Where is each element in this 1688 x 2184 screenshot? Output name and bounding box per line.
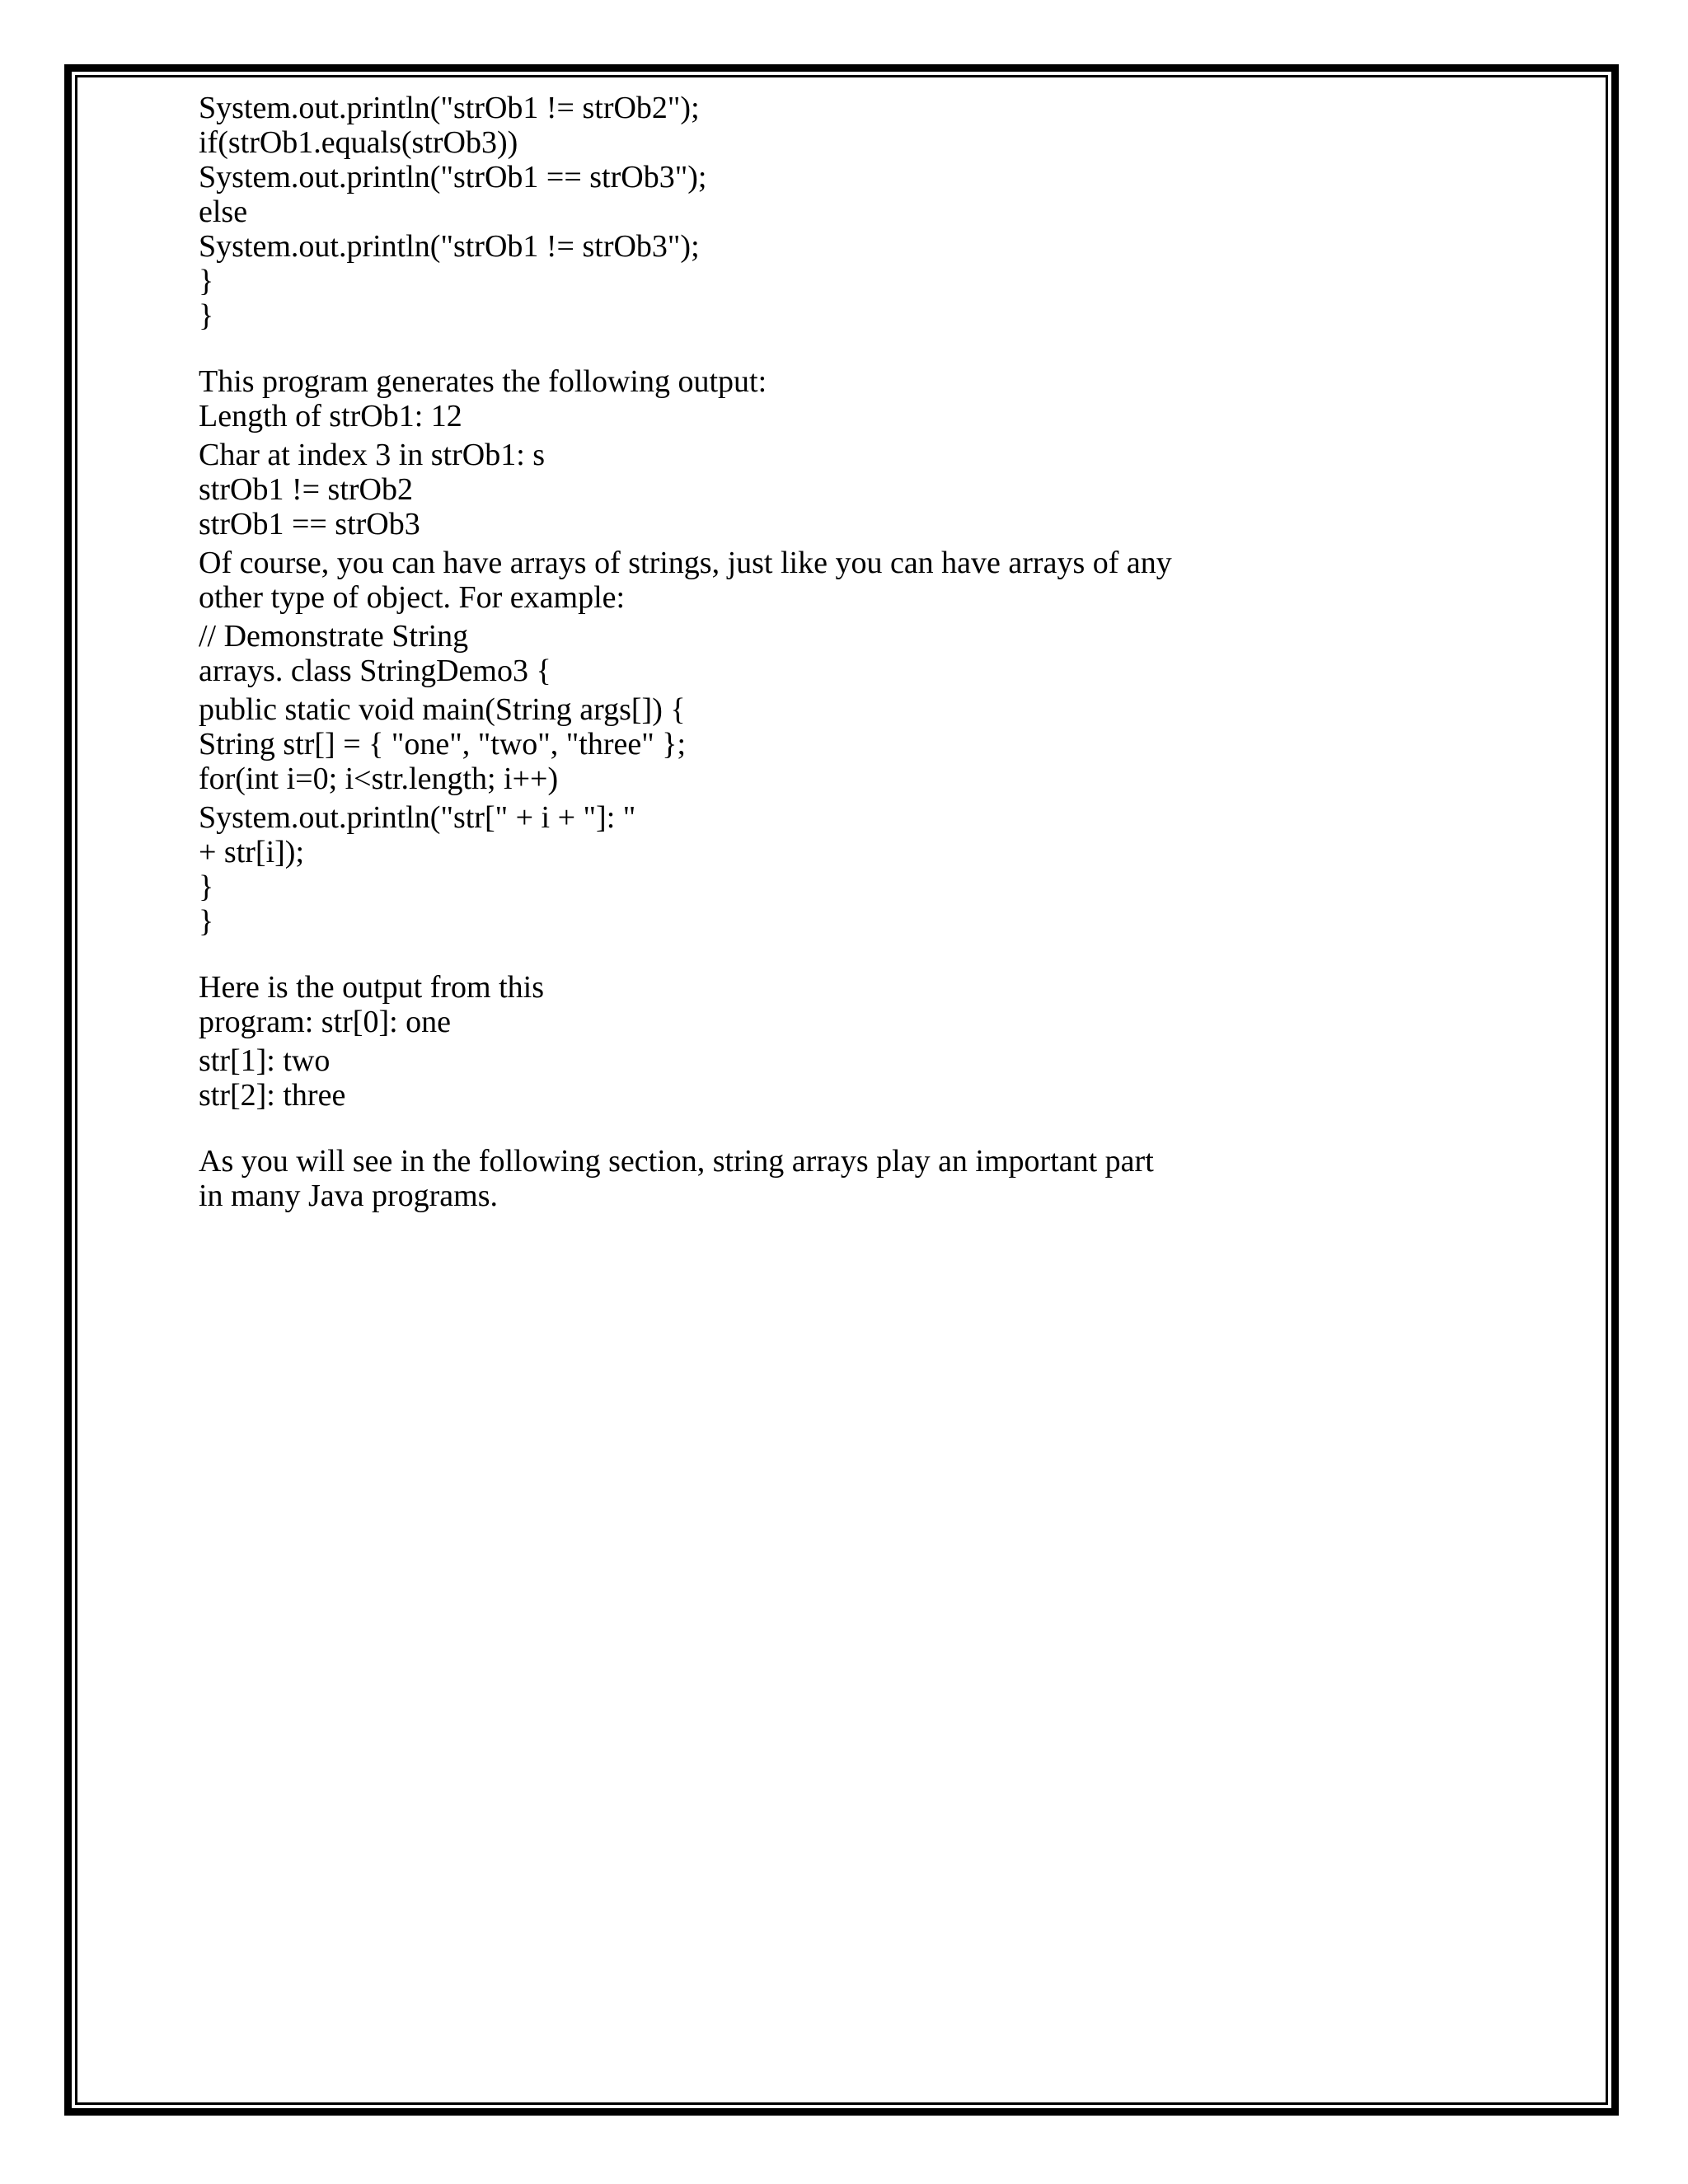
- output-line: program: str[0]: one: [199, 1005, 452, 1039]
- program-output-section-2: [199, 970, 1534, 1113]
- closing-paragraph: [199, 1144, 1534, 1213]
- paragraph-line: Of course, you can have arrays of strings, just like you can have arrays of any: [199, 546, 1172, 580]
- code-line: }: [199, 298, 214, 333]
- paragraph-string-arrays: [199, 546, 1534, 615]
- code-line: String str[] = { "one", "two", "three" };: [199, 727, 687, 762]
- code-line: System.out.println("strOb1 != strOb2");: [199, 91, 700, 125]
- code-line: + str[i]);: [199, 835, 305, 869]
- paragraph-line: As you will see in the following section, string arrays play an important part: [199, 1144, 1154, 1179]
- output-line: Char at index 3 in strOb1: s: [199, 438, 546, 472]
- output-line: str[2]: three: [199, 1078, 346, 1113]
- code-block-demo: [199, 619, 1534, 939]
- code-line: }: [199, 264, 214, 298]
- code-line: System.out.println("str[" + i + "]: ": [199, 800, 636, 835]
- output-line: strOb1 != strOb2: [199, 472, 413, 507]
- code-line: }: [199, 869, 214, 904]
- code-line: for(int i=0; i<str.length; i++): [199, 762, 559, 796]
- document-body: [199, 91, 1534, 1213]
- output-line: strOb1 == strOb3: [199, 507, 420, 541]
- code-line: // Demonstrate String: [199, 619, 469, 654]
- output-line: Length of strOb1: 12: [199, 399, 462, 434]
- code-line: System.out.println("strOb1 == strOb3");: [199, 160, 707, 194]
- output-intro: This program generates the following output:: [199, 364, 767, 399]
- program-output-section: [199, 364, 1534, 541]
- code-line: }: [199, 904, 214, 939]
- paragraph-line: other type of object. For example:: [199, 580, 626, 615]
- code-line: public static void main(String args[]) {: [199, 692, 686, 727]
- output-line: str[1]: two: [199, 1043, 331, 1078]
- paragraph-line: in many Java programs.: [199, 1179, 499, 1213]
- code-block-top: [199, 91, 1534, 333]
- code-line: if(strOb1.equals(strOb3)): [199, 125, 518, 160]
- code-line: arrays. class StringDemo3 {: [199, 654, 551, 688]
- output-line: Here is the output from this: [199, 970, 544, 1005]
- code-line: System.out.println("strOb1 != strOb3");: [199, 229, 700, 264]
- code-line: else: [199, 194, 248, 229]
